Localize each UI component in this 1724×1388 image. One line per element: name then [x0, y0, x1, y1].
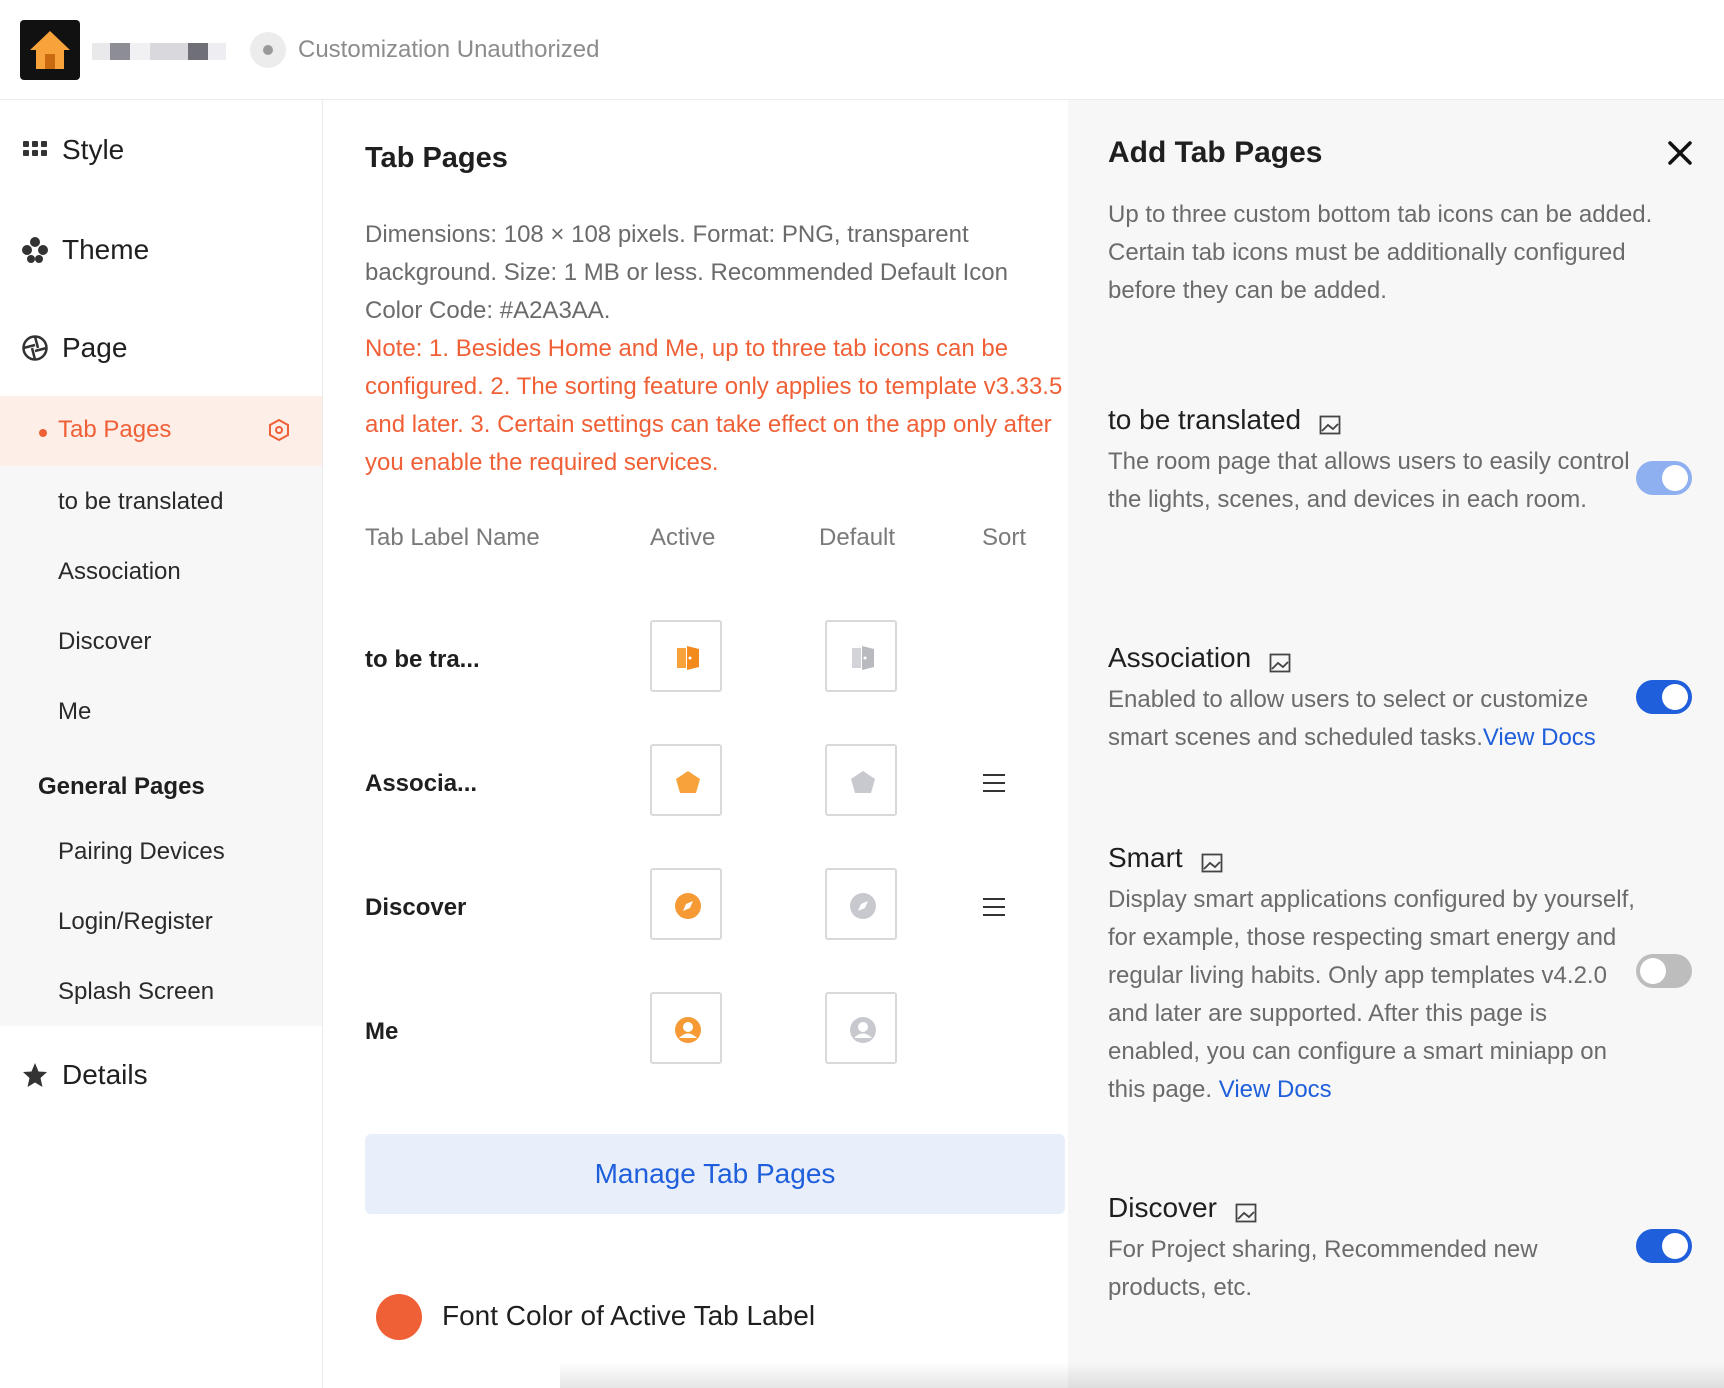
- nav-details-label: Details: [62, 1059, 148, 1090]
- active-icon-upload[interactable]: [650, 620, 722, 692]
- door-icon: [674, 644, 702, 672]
- subnav-item-splash-screen[interactable]: Splash Screen: [58, 978, 215, 1005]
- user-icon: [849, 1016, 877, 1044]
- manage-tab-pages-button[interactable]: Manage Tab Pages: [365, 1134, 1065, 1214]
- column-header-tab-label-name: Tab Label Name: [365, 524, 540, 551]
- subnav-item-me[interactable]: Me: [58, 698, 92, 725]
- default-icon-upload[interactable]: [825, 620, 897, 692]
- nav-page[interactable]: [22, 332, 127, 364]
- compass-icon: [674, 892, 702, 920]
- blurred-app-name: [92, 40, 232, 62]
- active-label-color-swatch[interactable]: [376, 1294, 422, 1340]
- footer-shadow: [560, 1362, 1724, 1388]
- subnav-item-login-register[interactable]: Login/Register: [58, 908, 213, 935]
- pentagon-icon: [849, 768, 877, 796]
- image-preview-icon[interactable]: [1319, 410, 1341, 430]
- add-tab-pages-drawer: [1068, 100, 1724, 1388]
- tab-option-title: [1108, 404, 1341, 436]
- page-subnav: [0, 396, 322, 1026]
- tab-row-name: to be tra...: [365, 646, 480, 673]
- tab-option-title-text: Discover: [1108, 1192, 1217, 1223]
- tab-option-description: For Project sharing, Recommended new products, etc.: [1108, 1236, 1538, 1301]
- drawer-description: Up to three custom bottom tab icons can be added. Certain tab icons must be additionally configured before they can be added.: [1108, 201, 1653, 304]
- view-docs-link[interactable]: View Docs: [1218, 1076, 1332, 1103]
- column-header-default: Default: [819, 524, 896, 551]
- main-content: [323, 100, 1068, 1388]
- configuration-note: Note: 1. Besides Home and Me, up to three tab icons can be configured. 2. The sorting feature only applies to template v3.33.5 and later. 3. Certain settings can take effect on the app only after you enable the required services.: [365, 335, 1063, 476]
- default-icon-upload[interactable]: [825, 868, 897, 940]
- user-icon: [674, 1016, 702, 1044]
- nav-page-label: Page: [62, 332, 128, 363]
- tab-option-title: [1108, 842, 1223, 874]
- icon-requirements-description: Dimensions: 108 × 108 pixels. Format: PNG, transparent background. Size: 1 MB or less. Recommended Default Icon Color Code: #A2A3AA.: [365, 221, 1008, 324]
- door-icon: [849, 644, 877, 672]
- close-icon[interactable]: [1665, 138, 1695, 168]
- active-icon-upload[interactable]: [650, 992, 722, 1064]
- subnav-item-tab-pages[interactable]: [0, 396, 322, 466]
- sort-handle-icon[interactable]: [983, 774, 1005, 792]
- font-color-label: Font Color of Active Tab Label: [442, 1300, 816, 1331]
- default-icon-upload[interactable]: [825, 744, 897, 816]
- subnav-item-tab-pages-label: Tab Pages: [58, 416, 172, 443]
- compass-icon: [849, 892, 877, 920]
- tab-option-description: Enabled to allow users to select or customize smart scenes and scheduled tasks.View Docs: [1108, 686, 1596, 751]
- tab-option-toggle[interactable]: [1636, 680, 1692, 714]
- sidebar: [0, 100, 323, 1388]
- subnav-item-to-be-translated[interactable]: to be translated: [58, 488, 224, 515]
- star-icon: [22, 1062, 48, 1088]
- app-logo[interactable]: [20, 20, 80, 80]
- nav-details[interactable]: [22, 1059, 148, 1091]
- subnav-item-pairing-devices[interactable]: Pairing Devices: [58, 838, 225, 865]
- tab-option-description: The room page that allows users to easily control the lights, scenes, and devices in each room.: [1108, 448, 1630, 513]
- status-dot-icon: [250, 32, 286, 68]
- tab-option-toggle[interactable]: [1636, 461, 1692, 495]
- nav-style[interactable]: [22, 134, 124, 166]
- image-preview-icon[interactable]: [1201, 848, 1223, 868]
- column-header-sort: Sort: [982, 524, 1027, 551]
- tab-option-title-text: Association: [1108, 642, 1252, 673]
- pentagon-icon: [674, 768, 702, 796]
- subnav-item-association[interactable]: Association: [58, 558, 181, 585]
- tab-option-description: Display smart applications configured by yourself, for example, those respecting smart energy and regular living habits. Only app templates v4.2.0 and later are supported. After this page is enabled, you can configure a smart miniapp on this page. View Docs: [1108, 886, 1635, 1103]
- house-icon: [26, 26, 74, 74]
- tab-option-title-text: Smart: [1108, 842, 1183, 873]
- tab-option-title: [1108, 642, 1291, 674]
- view-docs-link[interactable]: View Docs: [1482, 724, 1596, 751]
- tab-row-name: Me: [365, 1018, 399, 1045]
- subnav-item-discover[interactable]: Discover: [58, 628, 152, 655]
- active-icon-upload[interactable]: [650, 744, 722, 816]
- tab-option-title-text: to be translated: [1108, 404, 1302, 435]
- nav-theme-label: Theme: [62, 234, 150, 265]
- page-title: Tab Pages: [365, 142, 508, 174]
- general-pages-heading: General Pages: [38, 773, 205, 800]
- image-preview-icon[interactable]: [1269, 648, 1291, 668]
- tab-row-name: Discover: [365, 894, 467, 921]
- flower-icon: [22, 237, 48, 263]
- tab-option-toggle[interactable]: [1636, 954, 1692, 988]
- hexagon-settings-icon[interactable]: [268, 418, 290, 447]
- active-dot: [39, 429, 47, 437]
- drawer-title: Add Tab Pages: [1108, 136, 1323, 169]
- column-header-active: Active: [650, 524, 716, 551]
- aperture-icon: [22, 335, 48, 361]
- active-icon-upload[interactable]: [650, 868, 722, 940]
- top-header: [0, 0, 1724, 100]
- image-preview-icon[interactable]: [1235, 1198, 1257, 1218]
- sort-handle-icon[interactable]: [983, 898, 1005, 916]
- authorization-status: Customization Unauthorized: [298, 36, 600, 63]
- tab-option-title: [1108, 1192, 1257, 1224]
- tab-row-name: Associa...: [365, 770, 478, 797]
- default-icon-upload[interactable]: [825, 992, 897, 1064]
- tab-option-toggle[interactable]: [1636, 1229, 1692, 1263]
- grid-icon: [22, 137, 48, 163]
- nav-theme[interactable]: [22, 234, 149, 266]
- nav-style-label: Style: [62, 134, 125, 165]
